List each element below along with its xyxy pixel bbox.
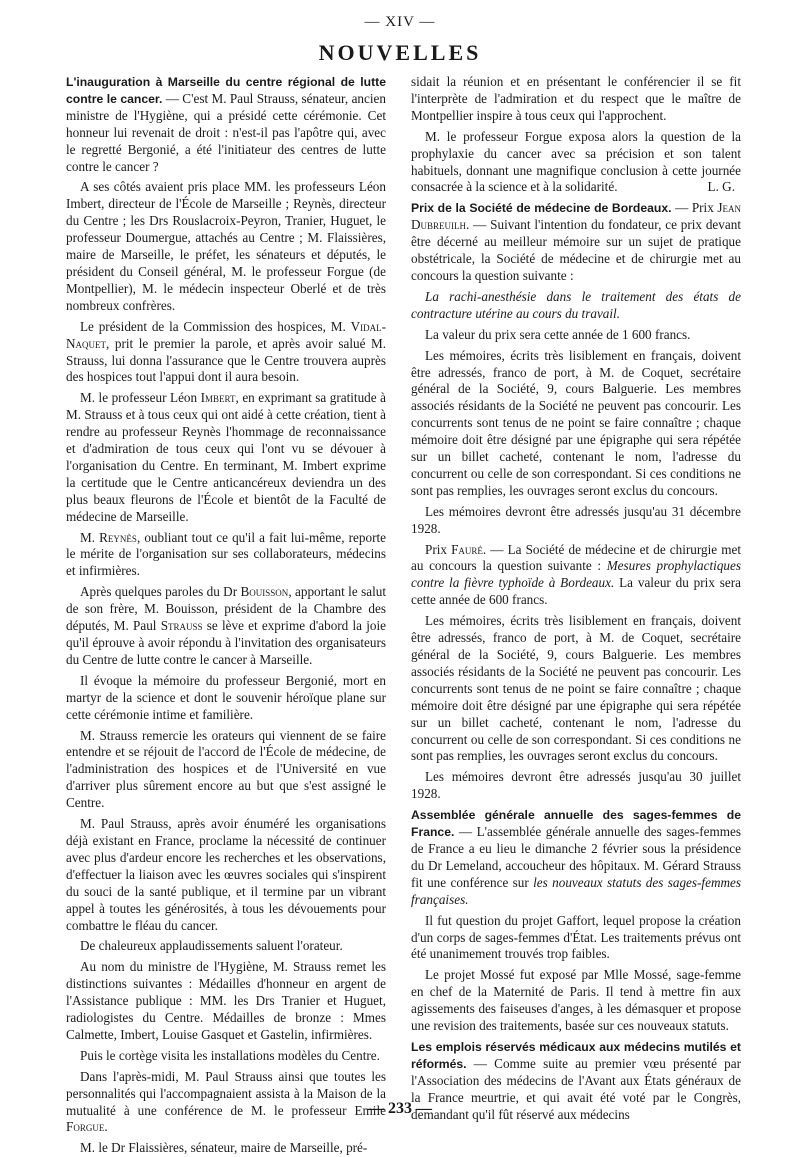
- paragraph: Après quelques paroles du Dr Bouisson, apportant le salut de son frère, M. Bouisson, président de la Chambre des députés, M. Paul Strauss se lève et exprime d'abord la joie qu'il éprouve à avoir répondu à l'invitation des organisateurs du Centre de lutte contre le cancer à Marseille.: [66, 584, 386, 667]
- paragraph: Le président de la Commission des hospices, M. Vidal-Naquet, prit le premier la parole, et après avoir salué M. Strauss, lui donna l'assurance que le Centre trouvera auprès des hospices tout l'appui dont il aura besoin.: [66, 318, 386, 385]
- left-column: [66, 74, 387, 1156]
- paragraph: sidait la réunion et en présentant le conférencier il se fit l'interprète de l'admiration et du respect que le maître de Montpellier inspire à tous ceux qui l'approchent.: [411, 74, 741, 123]
- paragraph: De chaleureux applaudissements saluent l'orateur.: [80, 938, 343, 954]
- paragraph: Le projet Mossé fut exposé par Mlle Mossé, sage-femme en chef de la Maternité de Paris. Il tend à mettre fin aux agissements des faiseuses d'anges, à les démasquer et propose une revision des traitements, basée sur ces nouveaux statuts.: [411, 967, 741, 1034]
- paragraph: Les mémoires, écrits très lisiblement en français, doivent être adressés, franco de port, à M. de Coquet, secrétaire général de la Société, 9, cours Balguerie. Les membres associés résidants de la Société ne peuvent pas concourir. Les concurrents sont tenus de ne point se faire connaître ; chaque mémoire doit être désigné par une épigraphe qui sera répétée sur un billet cacheté, contenant le nom, l'adresse du concurrent ou celle de son correspondant. Si ces conditions ne sont pas remplies, les ouvrages seront exclus du concours.: [411, 347, 741, 498]
- author-signature: L. G.: [707, 179, 735, 195]
- article-heading: Les emplois réservés médicaux aux médecins mutilés et réformés.: [411, 1039, 741, 1071]
- paragraph: M. le professeur Forgue exposa alors la question de la prophylaxie du cancer avec sa précision et son talent habituels, donnant une magnifique conclusion à cette journée consacrée à la science et à la solidarité. L. G.: [411, 128, 741, 195]
- paragraph: M. le Dr Flaissières, sénateur, maire de Marseille, pré-: [80, 1140, 368, 1156]
- paragraph: Il fut question du projet Gaffort, lequel propose la création d'un corps de sages-femmes d'État. Les traitements prévus ont été unanimement trouvés trop faibles.: [411, 912, 741, 962]
- paragraph: Les mémoires devront être adressés jusqu'au 30 juillet 1928.: [411, 769, 741, 802]
- paragraph: Les mémoires, écrits très lisiblement en français, doivent être adressés, franco de port, à M. de Coquet, secrétaire général de la Société, 9, cours Balguerie. Les membres associés résidants de la Société ne peuvent pas concourir. Les concurrents sont tenus de ne point se faire connaître ; chaque mémoire doit être désigné par une épigraphe qui sera répétée sur un billet cacheté, contenant le nom, l'adresse du concurrent ou celle de son correspondant. Si ces conditions ne sont pas remplies, les ouvrages seront exclus du concours.: [411, 613, 741, 764]
- paragraph: La rachi-anesthésie dans le traitement des états de contracture utérine au cours du travail.: [411, 288, 741, 321]
- paragraph: M. Strauss remercie les orateurs qui viennent de se faire entendre et se réjouit de l'accord de l'École de médecine, de l'administration des hospices et de l'Université en vue d'arriver plus sûrement encore au but que s'est assigné le Centre.: [66, 727, 386, 811]
- right-column: [411, 74, 742, 1122]
- running-head: — XIV —: [364, 14, 436, 30]
- paragraph: Puis le cortège visita les installations modèles du Centre.: [80, 1047, 380, 1063]
- article-heading: L'inauguration à Marseille du centre régional de lutte contre le cancer.: [66, 75, 386, 106]
- paragraph: La valeur du prix sera cette année de 1 600 francs.: [425, 326, 691, 342]
- article-marseille-intro: L'inauguration à Marseille du centre régional de lutte contre le cancer. — C'est M. Paul Strauss, sénateur, ancien ministre de l'Hygiène, qui a présidé cette cérémonie. Cet honneur lui revenait de droit : n'est-il pas l'apôtre qui, avec le regretté Bergonié, a été l'initiateur des centres de lutte contre le cancer ?: [66, 75, 386, 174]
- article-emplois-reserves: Les emplois réservés médicaux aux médecins mutilés et réformés. — Comme suite au premier vœu présenté par l'Association des médecins de l'Avant aux États généraux de la France meurtrie, et qui avait été voté par le Congrès, demandant qu'il fût réservé aux médecins: [411, 1039, 741, 1122]
- paragraph: Dans l'après-midi, M. Paul Strauss ainsi que toutes les personnalités qui l'accompagnaient assista à la Maison de la mutualité à une conférence de M. le professeur Emile Forgue.: [66, 1068, 386, 1135]
- article-sages-femmes: Assemblée générale annuelle des sages-femmes de France. — L'assemblée générale annuelle des sages-femmes de France a eu lieu le dimanche 2 février sous la présidence du Dr Lemeland, accoucheur des hôpitaux. M. Gérard Strauss fit une conférence sur les nouveaux statuts des sages-femmes françaises.: [411, 808, 741, 907]
- page-number: — 233 —: [368, 1100, 432, 1117]
- paragraph: Au nom du ministre de l'Hygiène, M. Strauss remet les distinctions suivantes : Médailles d'honneur en argent de l'Assistance publique : MM. les Drs Tranier et Huguet, radiologistes du Centre. Médailles de bronze : Mmes Calmette, Imbert, Louise Gasquet et Gastelin, infirmières.: [66, 959, 386, 1042]
- paragraph: Les mémoires devront être adressés jusqu'au 31 décembre 1928.: [411, 503, 741, 536]
- article-heading: Assemblée générale annuelle des sages-femmes de France.: [411, 808, 741, 840]
- article-bordeaux-prize: Prix de la Société de médecine de Bordeaux. — Prix Jean Dubreuilh. — Suivant l'intention du fondateur, ce prix devant être décerné au meilleur mémoire sur un sujet de pratique obstétricale, la Société de médecine et de chirurgie met au concours la question suivante :: [411, 200, 741, 283]
- paragraph: M. Reynès, oubliant tout ce qu'il a fait lui-même, reporte le mérite de l'organisation sur ses collaborateurs, médecins et infirmières.: [66, 529, 386, 579]
- paragraph: M. Paul Strauss, après avoir énuméré les organisations déjà existant en France, proclame la nécessité de continuer avec plus d'ardeur encore les recherches et les observations, d'effectuer la liaison avec les œuvres sociales qui s'inspirent du souci de la santé publique, et il termine par un vibrant appel à toutes les générosités, à tous les dévouements pour combattre le fléau du cancer.: [66, 816, 386, 933]
- paragraph: M. le professeur Léon Imbert, en exprimant sa gratitude à M. Strauss et à tous ceux qui ont aidé à cette création, tient à rendre au professeur Reynès l'hommage de reconnaissance et d'admiration de tous ceux qui l'ont vu se dévouer à l'organisation du Centre. En terminant, M. Imbert exprime la certitude que le Centre anticancéreux deviendra un des plus beaux fleurons de l'École et bientôt de la Faculté de médecine de Marseille.: [66, 390, 387, 524]
- paragraph: A ses côtés avaient pris place MM. les professeurs Léon Imbert, directeur de l'École de Marseille ; Reynès, directeur du Centre ; les Drs Rouslacroix-Peyron, Tranier, Huguet, le professeur Doumergue, attachés au Centre ; M. Flaissières, maire de Marseille, le préfet, les sénateurs et députés, le président du Conseil général, M. le professeur Forgue (de Montpellier), M. le médecin inspecteur Oberlé et de très nombreux confrères.: [66, 179, 386, 313]
- paragraph: Prix Fauré. — La Société de médecine et de chirurgie met au concours la question suivante : Mesures prophylactiques contre la fièvre typhoïde à Bordeaux. La valeur du prix sera cette année de 600 francs.: [411, 541, 742, 608]
- article-heading: Prix de la Société de médecine de Bordeaux.: [411, 201, 672, 216]
- section-title: NOUVELLES: [318, 40, 482, 65]
- paragraph: Il évoque la mémoire du professeur Bergonié, mort en martyr de la science et dont le souvenir héroïque plane sur cette cérémonie intime et familière.: [66, 672, 386, 722]
